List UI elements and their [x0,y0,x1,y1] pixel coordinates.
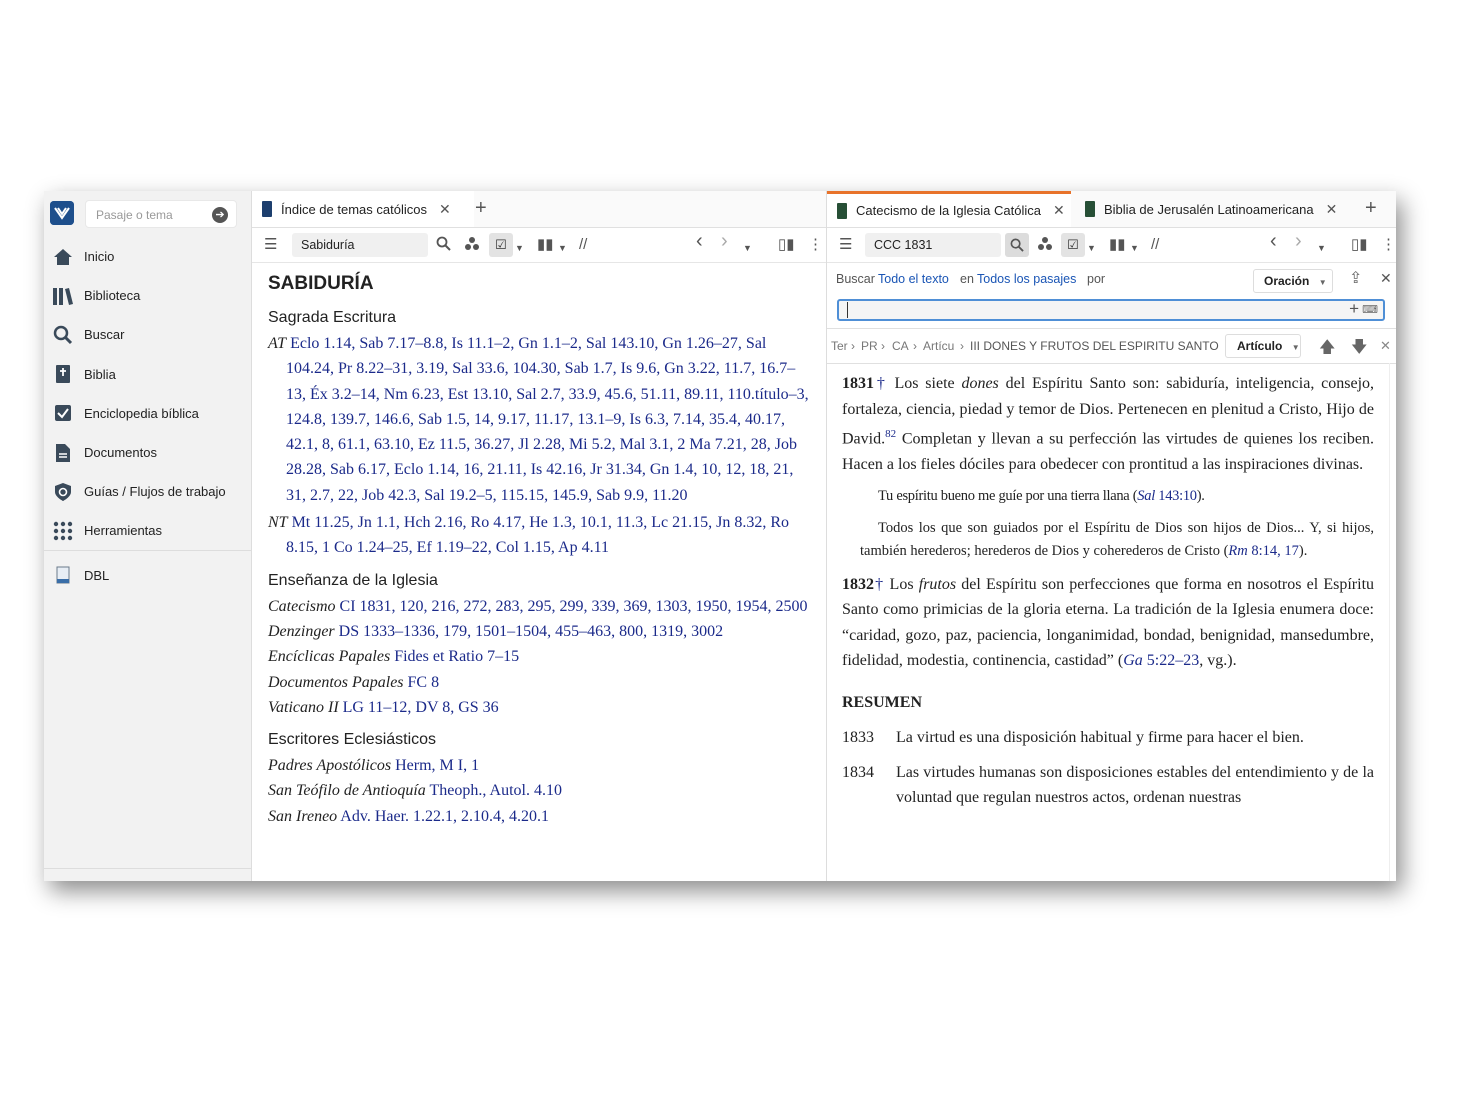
ref-book: Rm [1228,543,1248,560]
sidebar-divider [44,550,251,551]
add-icon[interactable]: + [1349,299,1359,318]
chevron-down-icon[interactable]: ▼ [558,243,567,253]
search-icon[interactable] [1005,233,1029,257]
tab-biblia-jerusalen[interactable] [1075,191,1361,227]
entry-label: AT [268,335,287,352]
list-item [268,510,810,561]
bible-reference-link[interactable] [1137,488,1196,504]
menu-icon[interactable]: ☰ [839,236,853,253]
close-icon[interactable]: ✕ [1380,270,1392,286]
chevron-down-icon[interactable]: ▼ [743,243,752,253]
sidebar-item-guias[interactable] [44,472,251,511]
entry-label: Vaticano II [268,698,339,716]
panel-catechism [827,191,1396,881]
sidebar-item-enciclopedia[interactable] [44,394,251,433]
sidebar-item-label: Documentos [84,445,157,461]
sidebar-item-biblia[interactable] [44,355,251,394]
emphasis: frutos [918,575,957,593]
list-item [268,778,810,803]
ref-verse: 8:14, 17 [1247,543,1299,560]
text: Tu espíritu bueno me guíe por una tierra llana ( [878,488,1138,505]
reference-box[interactable]: Sabiduría [292,233,428,257]
layout-icon[interactable]: ▯▮ [778,236,795,253]
text: ). [1298,543,1308,560]
breadcrumb-item[interactable]: Ter [831,339,848,353]
chevron-right-icon: › [851,339,855,353]
reference-box[interactable]: CCC 1831 [865,233,1001,257]
reference-links[interactable]: LG 11–12, DV 8, GS 36 [342,698,499,716]
arrow-up-icon[interactable]: 🡅 [1319,339,1336,356]
keyboard-icon[interactable]: ⌨ [1362,304,1378,316]
text: Los siete [887,375,962,392]
sidebar-item-label: DBL [84,567,110,583]
tab-bar [252,191,826,228]
entry-label: Padres Apostólicos [268,757,392,775]
breadcrumb [827,328,1396,364]
book-icon [262,201,272,217]
bible-reference-link[interactable] [1228,543,1299,559]
dagger-icon[interactable]: † [874,575,885,593]
emphasis: dones [961,375,999,392]
entry-label: Denzinger [268,622,335,640]
scrollbar[interactable] [1389,363,1396,881]
reference-links[interactable]: FC 8 [407,673,440,691]
list-item [268,753,810,778]
reference-links[interactable]: Theoph., Autol. 4.10 [429,782,562,800]
breadcrumb-item[interactable]: CA [892,339,909,353]
list-item [268,695,810,720]
document-icon [52,442,74,464]
paragraph-1831 [842,371,1374,477]
library-icon [52,285,74,307]
list-item [268,644,810,669]
entry-label: NT [268,514,288,532]
tab-indice-temas[interactable] [252,191,474,227]
search-label: Buscar [836,272,875,286]
book-icon [52,564,74,586]
text: del Espíritu Santo son: sabiduría, inteligencia, consejo, fortaleza, ciencia, piedad y temor de Dios. Pertenecen en plenitud a Cristo, Hijo de David. [842,375,1375,448]
visual-filter-icon[interactable] [1037,236,1053,256]
ref-book: Ga [1123,652,1143,670]
columns-icon[interactable]: ▮▮ [537,236,554,253]
search-in-label: en [960,272,974,286]
reference-links[interactable]: Herm, M I, 1 [395,757,480,775]
chevron-down-icon[interactable]: ▼ [515,243,524,253]
article-dropdown[interactable] [1225,334,1301,358]
breadcrumb-item[interactable]: Artícu [923,339,955,353]
reference-links[interactable]: Fides et Ratio 7–15 [394,648,520,666]
reference-links[interactable]: DS 1333–1336, 179, 1501–1504, 455–463, 800, 1319, 3002 [338,622,724,640]
sidebar-item-documentos[interactable] [44,433,251,472]
close-icon[interactable]: ✕ [438,200,451,217]
breadcrumb-item[interactable]: PR [861,339,878,353]
summary-item [842,725,1374,751]
sidebar-bottom-divider [44,868,251,869]
add-tab-icon[interactable]: + [1365,197,1377,219]
breadcrumb-item[interactable]: III DONES Y FRUTOS DEL ESPIRITU SANTO [970,339,1219,353]
encyclopedia-icon [52,402,74,424]
list-item [268,331,810,508]
summary-text: La virtud es una disposición habitual y firme para hacer el bien. [896,729,1304,747]
section-heading: Escritores Eclesiásticos [268,731,437,749]
section-heading: Enseñanza de la Iglesia [268,571,438,589]
chevron-right-icon: › [881,339,885,353]
sidebar-item-label: Biblia [84,366,116,382]
text-cursor [847,302,848,318]
list-item [268,594,810,619]
add-tab-icon[interactable]: + [475,197,487,219]
chevron-down-icon: ▼ [1291,343,1300,352]
home-icon [52,246,74,268]
logos-logo-icon[interactable] [50,201,74,225]
reference-links[interactable]: Adv. Haer. 1.22.1, 2.10.4, 4.20.1 [340,807,550,825]
paragraph-number: 1833 [842,729,874,747]
panel-toolbar [252,228,826,263]
forward-icon[interactable]: › [1295,230,1302,252]
tab-label: Índice de temas católicos [281,201,427,217]
sidebar-item-dbl[interactable] [52,563,109,587]
reference-links[interactable]: Mt 11.25, Jn 1.1, Hch 2.16, Ro 4.17, He 1.3, 10.1, 11.3, Lc 21.15, Jn 8.32, Ro 8.15, 1 Co 1.24–25, Ef 1.19–22, Col 1.15, Ap 4.11 [286,514,790,557]
list-item [268,670,810,695]
quote [842,517,1374,564]
search-range-link[interactable]: Todos los pasajes [977,272,1077,286]
entry-label: Documentos Papales [268,673,404,691]
parallel-icon[interactable]: // [1151,236,1160,253]
summary-text: Las virtudes humanas son disposiciones estables del entendimiento y de la voluntad que regulan nuestros actos, ordenan nuestras [896,763,1374,807]
paragraph-1832 [842,572,1374,674]
back-icon[interactable]: ‹ [1270,230,1277,252]
layout-icon[interactable]: ▯▮ [1351,236,1368,253]
panel-topic-index [252,191,827,881]
ref-verse: 5:22–23 [1142,652,1200,670]
text: del Espíritu son perfecciones que forma en nosotros el Espíritu Santo como primicias de la gloria eterna. La tradición de la Iglesia enumera doce: “caridad, gozo, paz, paciencia, longanimidad, bondad, benignidad, mansedumbre, fidelidad, modestia, continencia, castidad” ( [842,575,1375,670]
arrow-down-icon[interactable]: 🡇 [1351,339,1368,356]
go-arrow-icon[interactable]: ➔ [212,207,228,223]
sidebar [44,191,252,881]
sidebar-item-herramientas[interactable] [44,511,251,550]
text: , vg.). [1199,652,1237,670]
passage-search-box [85,200,237,228]
chevron-right-icon: › [913,339,917,353]
entry-label: San Teófilo de Antioquía [268,782,426,800]
entry-label: Catecismo [268,597,336,615]
chevron-down-icon[interactable]: ▼ [1317,243,1326,253]
tab-bar [827,191,1396,228]
paragraph-number: 1832 [842,575,874,593]
reference-links[interactable]: CI 1831, 120, 216, 272, 283, 295, 299, 339, 369, 1303, 1950, 1954, 2500 [339,597,808,615]
passage-search-input[interactable] [94,207,208,223]
sidebar-item-label: Inicio [84,249,115,265]
tools-icon [52,520,74,542]
list-item [268,804,810,829]
sidebar-item-biblioteca[interactable] [44,276,251,315]
page-title: SABIDURÍA [268,273,374,294]
chevron-down-icon[interactable]: ▼ [1130,243,1139,253]
chevron-down-icon[interactable]: ▼ [1087,243,1096,253]
text: Los [884,575,919,593]
chevron-down-icon: ▼ [1318,278,1327,287]
book-icon [1085,201,1095,217]
summary-item [842,760,1374,811]
quote [842,485,1374,509]
search-options-row [827,263,1396,291]
text: Todos los que son guiados por el Espíritu de Dios son hijos de Dios... Y, si hijos, también herederos; herederos de Dios y coherederos de Cristo ( [860,519,1374,560]
section-heading: Sagrada Escritura [268,309,397,326]
tab-label: Catecismo de la Iglesia Católica [856,203,1041,218]
dagger-icon[interactable]: † [874,375,888,392]
sidebar-item-label: Biblioteca [84,288,141,304]
search-scope-link[interactable]: Todo el texto [878,272,949,286]
catechism-content [827,363,1396,881]
columns-icon[interactable]: ▮▮ [1109,236,1126,253]
sidebar-item-label: Enciclopedia bíblica [84,405,199,421]
more-icon[interactable]: ⋮ [1381,236,1396,253]
entry-label: San Ireneo [268,807,338,825]
match-type-dropdown[interactable] [1253,269,1333,293]
panel-toolbar [827,228,1396,263]
sidebar-item-label: Herramientas [84,523,163,539]
chevron-right-icon: › [960,339,964,353]
list-item [268,619,810,644]
forward-icon[interactable]: › [721,230,728,252]
parallel-icon[interactable]: // [579,236,588,253]
sidebar-item-label: Buscar [84,327,125,343]
close-icon[interactable]: ✕ [1380,338,1391,353]
resource-toggle-icon[interactable]: ☑ [1061,233,1085,257]
paragraph-number: 1834 [842,763,874,781]
resource-toggle-icon[interactable]: ☑ [489,233,513,257]
back-icon[interactable]: ‹ [696,230,703,252]
reference-links[interactable]: Eclo 1.14, Sab 7.17–8.8, Is 11.1–2, Gn 1.1–2, Sal 143.10, Gn 1.26–27, Sal 104.24, Pr 8.22–31, 3.19, Sal 33.6, 104.30, Sab 1.7, Is 9.6, Gn 3.22, 11.7, 16.7–13, Éx 3.2–14, Nm 6.23, Est 13.10, Sal 2.7, 33.9, 45.6, 51.11, 89.11, 110.título–3, 124.8, 139.7, 146.6, Sab 1.5, 14, 9.17, 11.17, 13.1–9, Is 6.3, 7.14, 35.4, 40.17, 42.1, 8, 61.1, 63.10, Ez 11.5, 36.27, Jl 2.28, Mi 5.2, Mal 3.1, 2 Ma 7.21, 28, Job 28.28, Sab 6.17, Eclo 1.14, 16, 21.11, Is 42.16, Jr 31.34, Gn 1.4, 10, 12, 18, 21, 31, 2.7, 22, Job 42.3, Sal 19.2–5, 115.15, 145.9, Sab 9.9, 11.20 [286,335,809,504]
sidebar-nav [44,237,251,551]
scrollbar[interactable] [818,263,826,881]
sidebar-item-buscar[interactable] [44,315,251,354]
bible-icon [52,363,74,385]
book-icon [837,203,847,219]
guides-icon [52,481,74,503]
text: ). [1196,488,1205,505]
sidebar-item-label: Guías / Flujos de trabajo [84,484,226,500]
bible-reference-link[interactable] [1123,652,1199,669]
paragraph-number: 1831 [842,375,874,392]
search-by-label: por [1087,272,1106,286]
search-icon [52,324,74,346]
dropdown-value: Artículo [1237,339,1283,353]
section-heading: RESUMEN [842,693,923,711]
ref-verse: 143:10 [1154,488,1197,505]
menu-icon[interactable]: ☰ [264,236,278,253]
topic-content [252,263,826,881]
close-icon[interactable]: ✕ [1325,200,1338,217]
tab-catecismo[interactable] [827,191,1071,227]
text: Completan y llevan a su perfección las virtudes de quienes los reciben. Hacen a los fieles dóciles para obedecer con prontitud a las inspiraciones divinas. [842,430,1374,473]
share-icon[interactable]: ⇪ [1349,270,1363,287]
ref-book: Sal [1137,488,1155,505]
app-window [44,191,1396,881]
dropdown-value: Oración [1264,274,1310,288]
search-icon[interactable] [436,236,451,256]
close-icon[interactable]: ✕ [1052,202,1065,218]
footnote-link[interactable]: 82 [885,428,897,440]
sidebar-item-inicio[interactable] [44,237,251,276]
visual-filter-icon[interactable] [464,236,480,256]
search-input[interactable] [837,299,1385,321]
entry-label: Encíclicas Papales [268,648,391,666]
tab-label: Biblia de Jerusalén Latinoamericana [1104,201,1314,217]
more-icon[interactable]: ⋮ [808,236,823,253]
